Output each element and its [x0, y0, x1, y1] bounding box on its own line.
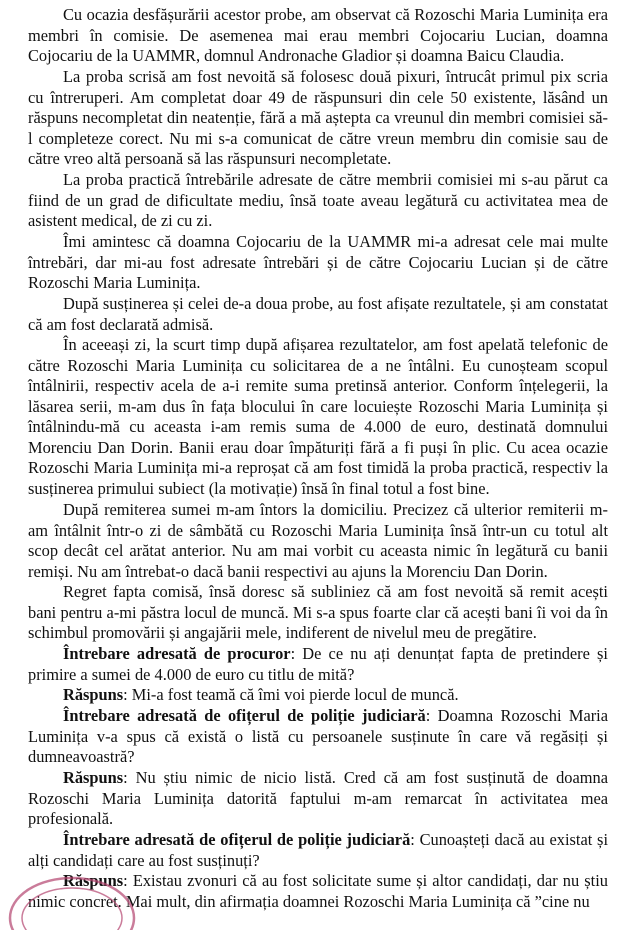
- question-label: Întrebare adresată de ofițerul de poliție judiciară: [63, 830, 411, 849]
- answer-text: : Nu știu nimic de nicio listă. Cred că am fost susținută de doamna Rozoschi Maria Luminița datorită faptului m-am remarcat în activitatea mea profesională.: [28, 768, 608, 829]
- answer-1: [28, 685, 608, 706]
- paragraph-text: La proba scrisă am fost nevoită să folosesc două pixuri, întrucât primul pix scria cu întreruperi. Am completat doar 49 de răspunsuri din cele 50 existente, lăsând un răspuns necompletat din neatenție, fără a mă aștepta ca vreunul din membri comisiei să-l completeze corect. Nu mi s-a comunicat de către vreun membru din comisie sau de către vreo altă persoană să las răspunsuri necompletate.: [28, 67, 608, 169]
- paragraph-5: [28, 294, 608, 335]
- paragraph-2: [28, 67, 608, 170]
- paragraph-text: După remiterea sumei m-am întors la domiciliu. Precizez că ulterior remiterii m-am întâlnit într-o zi de sâmbătă cu Rozoschi Maria Luminița însă într-un cu totul alt scop decât cel arătat anterior. Nu am mai vorbit cu aceasta nimic în legătură cu banii remiși. Nu am întrebat-o dacă banii respectivi au ajuns la Morenciu Dan Dorin.: [28, 500, 608, 581]
- paragraph-text: În aceeași zi, la scurt timp după afișarea rezultatelor, am fost apelată telefonic de către Rozoschi Maria Luminița cu solicitarea de a ne întâlni. Eu cunoșteam scopul întâlnirii, respectiv acela de a-i remite suma pretinsă anterior. Conform înțelegerii, la lăsarea serii, m-am dus în fața blocului în care locuiește Rozoschi Maria Luminița și întâlnindu-mă cu aceasta i-am remis suma de 4.000 de euro, destinată domnului Morenciu Dan Dorin. Banii erau doar împăturiți fără a fi puși în plic. Cu acea ocazie Rozoschi Maria Luminița mi-a reproșat că am fost timidă la proba practică, respectiv la susținerea primului subiect (la motivație) însă în final totul a fost bine.: [28, 335, 608, 498]
- paragraph-4: [28, 232, 608, 294]
- paragraph-text: Cu ocazia desfășurării acestor probe, am observat că Rozoschi Maria Luminița era membri în comisie. De asemenea mai erau membri Cojocariu Lucian, doamna Cojocariu de la UAMMR, domnul Andronache Gladior și doamna Baicu Claudia.: [28, 5, 608, 66]
- paragraph-7: [28, 500, 608, 582]
- question-text: : Cunoașteți dacă au existat și alți candidați care au fost susținuți?: [28, 830, 608, 870]
- paragraph-3: [28, 170, 608, 232]
- paragraph-1: [28, 5, 608, 67]
- answer-text: : Mi-a fost teamă că îmi voi pierde locul de muncă.: [123, 685, 459, 704]
- paragraph-text: După susținerea și celei de-a doua probe, au fost afișate rezultatele, și am constatat că am fost declarată admisă.: [28, 294, 608, 334]
- paragraph-text: Regret fapta comisă, însă doresc să subliniez că am fost nevoită să remit acești bani pentru a-mi păstra locul de muncă. Mi s-a spus foarte clar că acești bani îi voi da în schimbul promovării și angajării mele, indiferent de nivelul meu de pregătire.: [28, 582, 608, 643]
- paragraph-text: La proba practică întrebările adresate de către membrii comisiei mi s-au părut ca fiind de un grad de dificultate mediu, însă toate aveau legătură cu activitatea mea de asistent medical, de zi cu zi.: [28, 170, 608, 231]
- question-text: : Doamna Rozoschi Maria Luminița v-a spus că există o listă cu persoanele susținute în care vă regăsiți și dumneavoastră?: [28, 706, 608, 767]
- question-text: : De ce nu ați denunțat fapta de pretindere și primire a sumei de 4.000 de euro cu titlu de mită?: [28, 644, 608, 684]
- answer-label: Răspuns: [63, 871, 124, 890]
- answer-2: [28, 768, 608, 830]
- question-police-1: [28, 706, 608, 768]
- answer-text: : Existau zvonuri că au fost solicitate sume și altor candidați, dar nu știu nimic concret. Mai mult, din afirmația doamnei Rozoschi Maria Luminița că ”cine nu: [28, 871, 608, 911]
- question-police-2: [28, 830, 608, 871]
- question-prosecutor: [28, 644, 608, 685]
- answer-3: [28, 871, 608, 912]
- paragraph-6: [28, 335, 608, 499]
- paragraph-8: [28, 582, 608, 644]
- answer-label: Răspuns: [63, 685, 124, 704]
- question-label: Întrebare adresată de ofițerul de poliție judiciară: [63, 706, 426, 725]
- answer-label: Răspuns: [63, 768, 124, 787]
- paragraph-text: Îmi amintesc că doamna Cojocariu de la UAMMR mi-a adresat cele mai multe întrebări, dar mi-au fost adresate întrebări și de către Cojocariu Lucian și de către Rozoschi Maria Luminița.: [28, 232, 608, 293]
- question-label: Întrebare adresată de procuror: [63, 644, 291, 663]
